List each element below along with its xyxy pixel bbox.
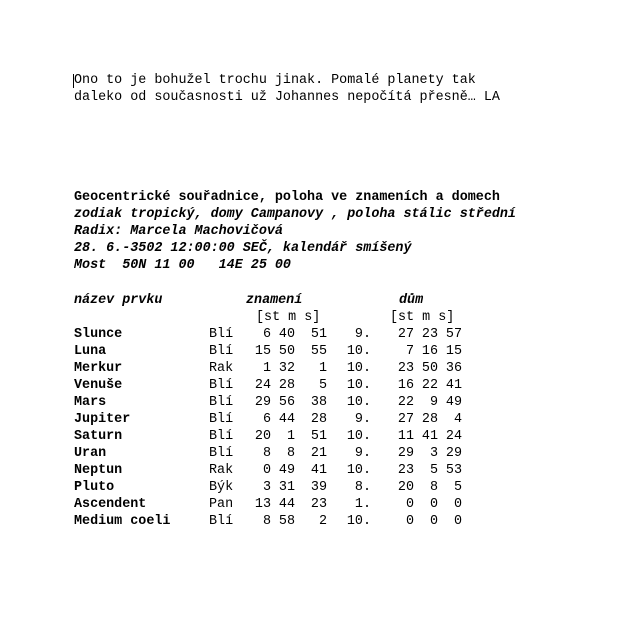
sign-minutes: 8 bbox=[286, 446, 295, 461]
house-number: 10. bbox=[346, 361, 371, 376]
house-degrees: 16 bbox=[397, 378, 414, 393]
sign-abbrev: Blí bbox=[209, 446, 234, 461]
house-minutes: 16 bbox=[421, 344, 438, 359]
sign-abbrev: Blí bbox=[209, 429, 234, 444]
chart-radix: Radix: Marcela Machovičová bbox=[74, 224, 283, 239]
table-row bbox=[74, 445, 462, 462]
table-row bbox=[74, 326, 462, 343]
sign-abbrev: Blí bbox=[209, 327, 234, 342]
house-degrees: 29 bbox=[397, 446, 414, 461]
note-line-1: Ono to je bohužel trochu jinak. Pomalé planety tak bbox=[74, 73, 476, 88]
sign-abbrev: Býk bbox=[209, 480, 234, 495]
house-number: 10. bbox=[346, 378, 371, 393]
house-number: 10. bbox=[346, 429, 371, 444]
table-row bbox=[74, 428, 462, 445]
table-subheader bbox=[74, 309, 455, 326]
sign-minutes: 44 bbox=[278, 412, 295, 427]
house-seconds: 36 bbox=[445, 361, 462, 376]
house-seconds: 0 bbox=[453, 514, 462, 529]
house-number: 10. bbox=[346, 395, 371, 410]
sign-abbrev: Blí bbox=[209, 378, 234, 393]
sign-degrees: 8 bbox=[262, 446, 271, 461]
table-row bbox=[74, 479, 462, 496]
sign-seconds: 55 bbox=[310, 344, 327, 359]
house-minutes: 0 bbox=[429, 514, 438, 529]
house-degrees: 20 bbox=[397, 480, 414, 495]
element-name: Medium coeli bbox=[74, 514, 171, 529]
table-row bbox=[74, 343, 462, 360]
column-header-name: název prvku bbox=[74, 293, 163, 308]
house-minutes: 9 bbox=[429, 395, 438, 410]
sign-seconds: 51 bbox=[310, 429, 327, 444]
table-row bbox=[74, 377, 462, 394]
element-name: Uran bbox=[74, 446, 107, 461]
house-seconds: 57 bbox=[445, 327, 462, 342]
house-seconds: 24 bbox=[445, 429, 462, 444]
house-seconds: 53 bbox=[445, 463, 462, 478]
column-header-house: dům bbox=[399, 293, 424, 308]
house-degrees: 7 bbox=[405, 344, 414, 359]
positions-table bbox=[74, 292, 462, 530]
house-units-header: [st m s] bbox=[390, 310, 455, 325]
table-row bbox=[74, 462, 462, 479]
sign-degrees: 3 bbox=[262, 480, 271, 495]
house-number: 10. bbox=[346, 514, 371, 529]
house-minutes: 28 bbox=[421, 412, 438, 427]
element-name: Pluto bbox=[74, 480, 115, 495]
sign-seconds: 51 bbox=[310, 327, 327, 342]
sign-minutes: 1 bbox=[286, 429, 295, 444]
house-number: 9. bbox=[354, 446, 371, 461]
chart-title: Geocentrické souřadnice, poloha ve znameních a domech bbox=[74, 190, 500, 205]
house-seconds: 29 bbox=[445, 446, 462, 461]
house-seconds: 49 bbox=[445, 395, 462, 410]
column-header-sign: znamení bbox=[246, 293, 303, 308]
chart-datetime: 28. 6.-3502 12:00:00 SEČ, kalendář smíšený bbox=[74, 241, 412, 256]
sign-seconds: 41 bbox=[310, 463, 327, 478]
element-name: Jupiter bbox=[74, 412, 131, 427]
house-number: 10. bbox=[346, 344, 371, 359]
house-degrees: 0 bbox=[405, 497, 414, 512]
sign-minutes: 40 bbox=[278, 327, 295, 342]
house-number: 8. bbox=[354, 480, 371, 495]
element-name: Venuše bbox=[74, 378, 123, 393]
house-number: 9. bbox=[354, 412, 371, 427]
table-row bbox=[74, 394, 462, 411]
house-number: 10. bbox=[346, 463, 371, 478]
sign-abbrev: Blí bbox=[209, 395, 234, 410]
house-minutes: 22 bbox=[421, 378, 438, 393]
house-seconds: 41 bbox=[445, 378, 462, 393]
sign-minutes: 44 bbox=[278, 497, 295, 512]
sign-degrees: 0 bbox=[262, 463, 271, 478]
sign-abbrev: Rak bbox=[209, 463, 234, 478]
sign-minutes: 50 bbox=[278, 344, 295, 359]
table-header bbox=[74, 292, 424, 309]
house-number: 9. bbox=[354, 327, 371, 342]
sign-degrees: 20 bbox=[254, 429, 271, 444]
sign-minutes: 28 bbox=[278, 378, 295, 393]
sign-units-header: [st m s] bbox=[256, 310, 321, 325]
sign-degrees: 1 bbox=[262, 361, 271, 376]
sign-abbrev: Blí bbox=[209, 344, 234, 359]
sign-seconds: 38 bbox=[310, 395, 327, 410]
house-seconds: 5 bbox=[453, 480, 462, 495]
sign-degrees: 13 bbox=[254, 497, 271, 512]
house-degrees: 0 bbox=[405, 514, 414, 529]
table-row bbox=[74, 411, 462, 428]
sign-degrees: 6 bbox=[262, 327, 271, 342]
house-minutes: 41 bbox=[421, 429, 438, 444]
house-seconds: 0 bbox=[453, 497, 462, 512]
table-row bbox=[74, 496, 462, 513]
element-name: Slunce bbox=[74, 327, 123, 342]
house-minutes: 50 bbox=[421, 361, 438, 376]
house-minutes: 23 bbox=[421, 327, 438, 342]
sign-seconds: 1 bbox=[318, 361, 327, 376]
sign-seconds: 39 bbox=[310, 480, 327, 495]
sign-minutes: 32 bbox=[278, 361, 295, 376]
table-body bbox=[74, 326, 462, 530]
element-name: Luna bbox=[74, 344, 107, 359]
sign-abbrev: Pan bbox=[209, 497, 234, 512]
sign-abbrev: Rak bbox=[209, 361, 234, 376]
sign-minutes: 56 bbox=[278, 395, 295, 410]
sign-minutes: 31 bbox=[278, 480, 295, 495]
house-degrees: 11 bbox=[397, 429, 414, 444]
sign-seconds: 28 bbox=[310, 412, 327, 427]
chart-settings: zodiak tropický, domy Campanovy , poloha stálic střední bbox=[74, 207, 516, 222]
house-degrees: 27 bbox=[397, 327, 414, 342]
element-name: Saturn bbox=[74, 429, 123, 444]
sign-seconds: 5 bbox=[318, 378, 327, 393]
sign-abbrev: Blí bbox=[209, 412, 234, 427]
sign-seconds: 21 bbox=[310, 446, 327, 461]
sign-degrees: 15 bbox=[254, 344, 271, 359]
house-seconds: 4 bbox=[453, 412, 462, 427]
house-number: 1. bbox=[354, 497, 371, 512]
sign-degrees: 8 bbox=[262, 514, 271, 529]
sign-degrees: 6 bbox=[262, 412, 271, 427]
house-degrees: 23 bbox=[397, 361, 414, 376]
element-name: Merkur bbox=[74, 361, 123, 376]
element-name: Mars bbox=[74, 395, 107, 410]
house-seconds: 15 bbox=[445, 344, 462, 359]
element-name: Ascendent bbox=[74, 497, 147, 512]
sign-degrees: 29 bbox=[254, 395, 271, 410]
sign-degrees: 24 bbox=[254, 378, 271, 393]
table-row bbox=[74, 513, 462, 530]
sign-seconds: 2 bbox=[318, 514, 327, 529]
note-line-2: daleko od současnosti už Johannes nepočítá přesně… LA bbox=[74, 90, 500, 105]
house-minutes: 0 bbox=[429, 497, 438, 512]
sign-minutes: 49 bbox=[278, 463, 295, 478]
house-degrees: 22 bbox=[397, 395, 414, 410]
table-row bbox=[74, 360, 462, 377]
house-degrees: 27 bbox=[397, 412, 414, 427]
sign-minutes: 58 bbox=[278, 514, 295, 529]
house-minutes: 5 bbox=[429, 463, 438, 478]
house-degrees: 23 bbox=[397, 463, 414, 478]
sign-abbrev: Blí bbox=[209, 514, 234, 529]
house-minutes: 8 bbox=[429, 480, 438, 495]
chart-location: Most 50N 11 00 14E 25 00 bbox=[74, 258, 291, 273]
element-name: Neptun bbox=[74, 463, 123, 478]
sign-seconds: 23 bbox=[310, 497, 327, 512]
house-minutes: 3 bbox=[429, 446, 438, 461]
